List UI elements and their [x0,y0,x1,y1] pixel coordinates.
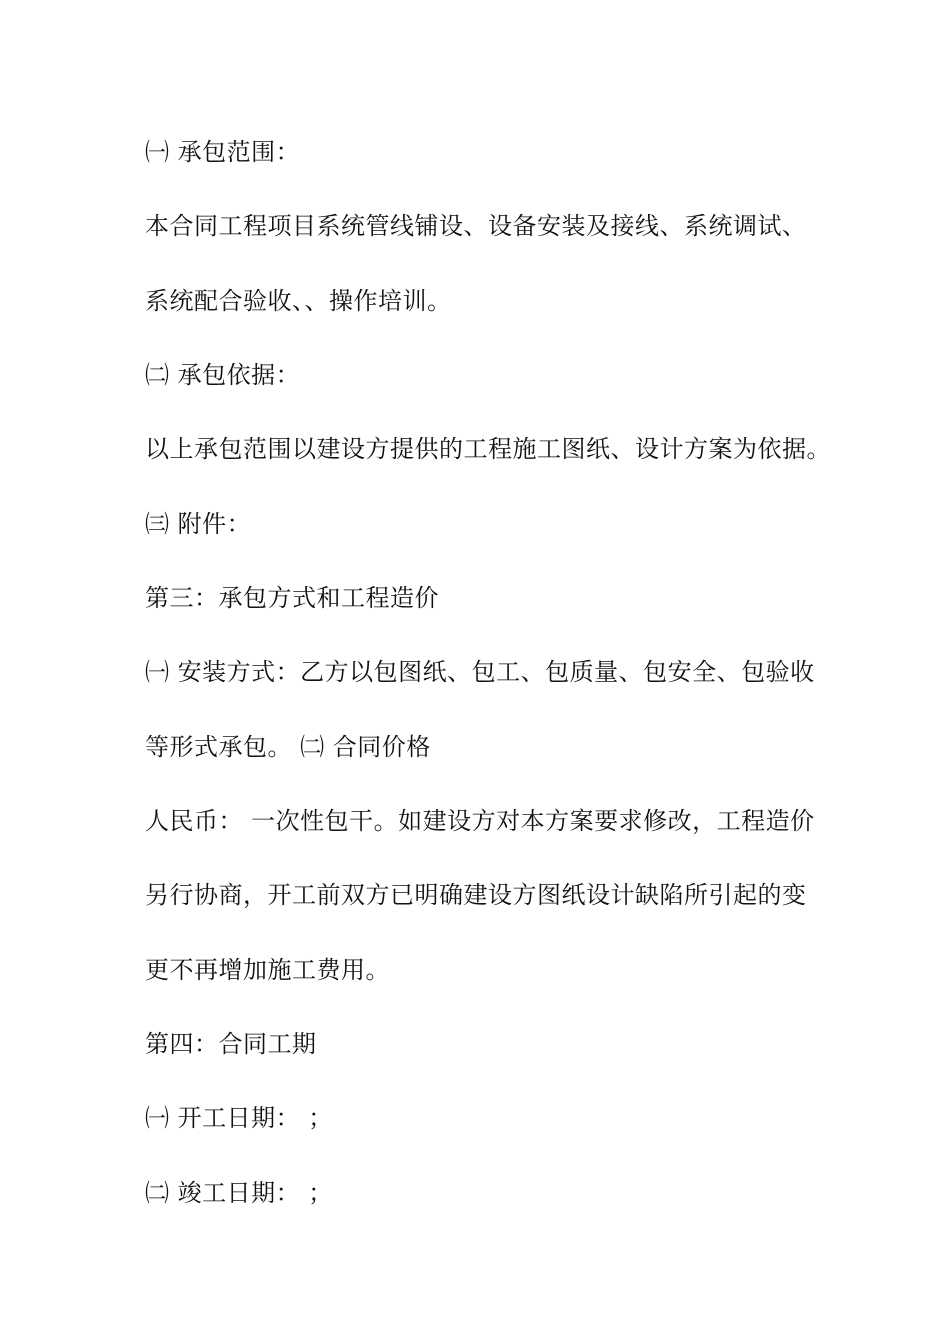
section-heading-scope: ㈠ 承包范围： [145,138,301,166]
article-four-heading: 第四：合同工期 [145,1030,317,1058]
article-three-heading: 第三：承包方式和工程造价 [145,584,439,612]
installation-method-line-2: 等形式承包。 ㈡ 合同价格 [145,733,431,761]
start-date-line: ㈠ 开工日期： ； [145,1104,333,1132]
section-heading-basis: ㈡ 承包依据： [145,361,301,389]
scope-paragraph-line-2: 系统配合验收、、操作培训。 [145,287,452,315]
installation-method-line-1: ㈠ 安装方式：乙方以包图纸、包工、包质量、包安全、包验收 [145,658,815,686]
section-heading-attachments: ㈢ 附件： [145,510,252,538]
basis-paragraph: 以上承包范围以建设方提供的工程施工图纸、设计方案为依据。 [145,435,831,463]
scope-paragraph-line-1: 本合同工程项目系统管线铺设、设备安装及接线、系统调试、 [145,212,807,240]
price-paragraph-line-2: 另行协商，开工前双方已明确建设方图纸设计缺陷所引起的变 [145,881,807,909]
completion-date-line: ㈡ 竣工日期： ； [145,1179,333,1207]
price-paragraph-line-1: 人民币： 一次性包干。如建设方对本方案要求修改，工程造价 [145,807,815,835]
price-paragraph-line-3: 更不再增加施工费用。 [145,956,390,984]
